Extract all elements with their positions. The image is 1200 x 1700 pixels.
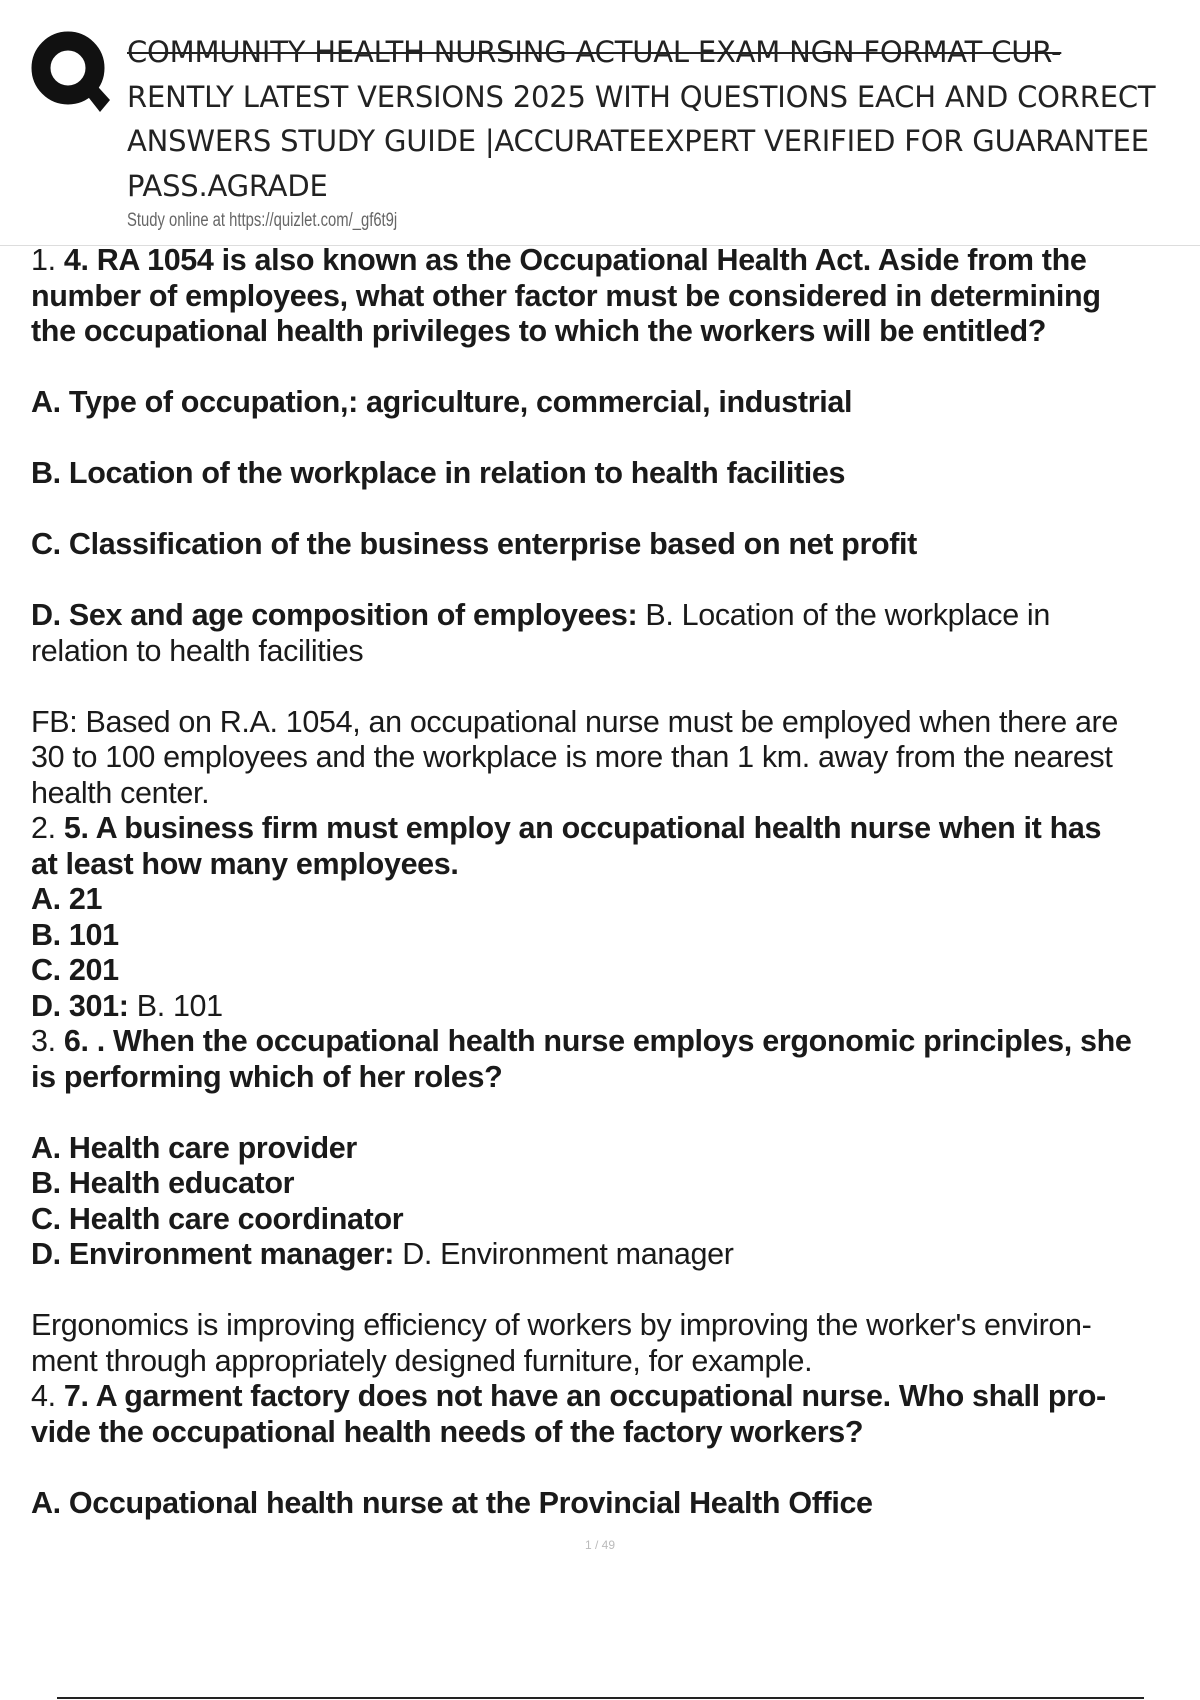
rationale-line: FB: Based on R.A. 1054, an occupational nurse must be employed when there are <box>31 704 1118 739</box>
option-c: C. 201 <box>31 953 119 987</box>
rationale-line: health center. <box>31 775 210 810</box>
option-a: A. 21 <box>31 882 103 916</box>
option-c: C. Classification of the business enterprise based on net profit <box>31 527 917 561</box>
option-d-label: D. Sex and age composition of employees: <box>31 598 638 632</box>
study-online-link[interactable]: Study online at https://quizlet.com/_gf6t9j <box>127 210 398 231</box>
option-b: B. 101 <box>31 917 119 952</box>
title-line: ANSWERS STUDY GUIDE |ACCURATEEXPERT VERIFIED FOR GUARANTEE <box>127 124 1149 158</box>
question-text <box>31 243 1200 279</box>
page-header <box>0 0 1200 246</box>
question-number: 1. <box>31 243 64 277</box>
answer-text: B. 101 <box>128 988 223 1023</box>
quizlet-logo-icon <box>30 30 110 114</box>
question-text <box>31 1379 1200 1415</box>
question-line: 5. A business firm must employ an occupational health nurse when it has <box>63 811 1102 845</box>
question-number: 2. <box>31 811 64 845</box>
option-d <box>31 1237 1200 1273</box>
rationale-line: 30 to 100 employees and the workplace is more than 1 km. away from the nearest <box>31 740 1113 774</box>
spacer <box>31 1450 1200 1486</box>
option-d-label: D. Environment manager: <box>31 1237 395 1271</box>
question-line: the occupational health privileges to which the workers will be entitled? <box>31 314 1047 348</box>
option-d <box>31 989 1200 1025</box>
spacer <box>31 1095 1200 1131</box>
question-line: 4. RA 1054 is also known as the Occupational Health Act. Aside from the <box>63 243 1087 277</box>
title-line: RENTLY LATEST VERSIONS 2025 WITH QUESTIONS EACH AND CORRECT <box>127 79 1156 114</box>
document-title <box>127 30 1200 208</box>
answer-text: D. Environment manager <box>394 1237 734 1271</box>
option-d <box>31 598 1200 634</box>
spacer <box>31 669 1200 705</box>
question-line: 7. A garment factory does not have an occupational nurse. Who shall pro- <box>63 1379 1106 1413</box>
question-text <box>31 811 1200 847</box>
question-line: number of employees, what other factor must be considered in determining <box>31 278 1101 313</box>
rationale-line: Ergonomics is improving efficiency of workers by improving the worker's environ- <box>31 1308 1092 1342</box>
title-line: PASS.AGRADE <box>127 168 328 203</box>
option-c: C. Health care coordinator <box>31 1201 404 1236</box>
spacer <box>31 421 1200 457</box>
question-list <box>31 243 1200 1521</box>
page-number: 1 / 49 <box>584 1538 616 1552</box>
question-line: vide the occupational health needs of the factory workers? <box>31 1414 864 1449</box>
answer-text: B. Location of the workplace in <box>637 598 1050 632</box>
spacer <box>31 350 1200 386</box>
option-d-label: D. 301: <box>31 988 129 1023</box>
answer-text: relation to health facilities <box>31 633 364 668</box>
spacer <box>31 492 1200 528</box>
spacer <box>31 563 1200 599</box>
footer-divider <box>57 1697 1144 1699</box>
option-b: B. Location of the workplace in relation to health facilities <box>31 456 846 490</box>
question-text <box>31 1024 1200 1060</box>
question-number: 3. <box>31 1024 64 1058</box>
spacer <box>31 1273 1200 1309</box>
option-b: B. Health educator <box>31 1166 295 1200</box>
option-a: A. Occupational health nurse at the Provincial Health Office <box>31 1485 873 1520</box>
question-line: at least how many employees. <box>31 846 459 881</box>
option-a: A. Type of occupation,: agriculture, commercial, industrial <box>31 385 853 419</box>
title-line: COMMUNITY HEALTH NURSING ACTUAL EXAM NGN FORMAT CUR- <box>127 35 1062 69</box>
rationale-line: ment through appropriately designed furniture, for example. <box>31 1343 813 1378</box>
option-a: A. Health care provider <box>31 1130 357 1165</box>
question-number: 4. <box>31 1379 64 1413</box>
question-line: 6. . When the occupational health nurse employs ergonomic principles, she <box>63 1024 1132 1058</box>
question-line: is performing which of her roles? <box>31 1059 503 1094</box>
